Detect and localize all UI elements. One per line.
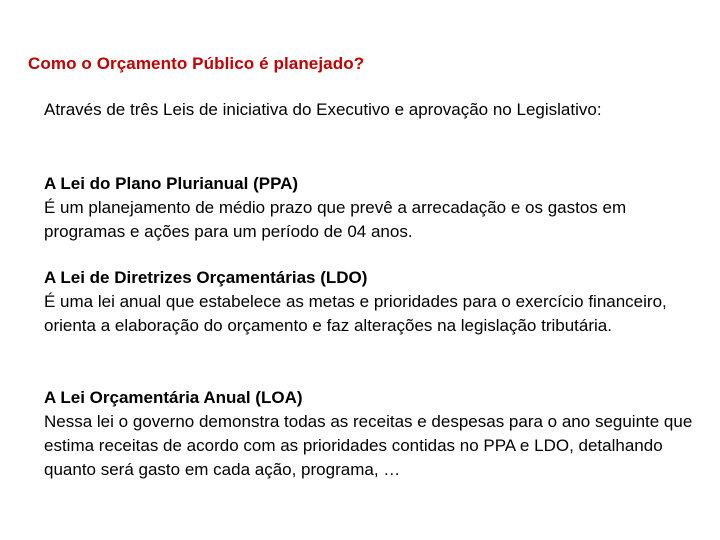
section-loa (44, 386, 694, 482)
intro-paragraph: Através de três Leis de iniciativa do Executivo e aprovação no Legislativo: (44, 100, 602, 119)
section-ldo (44, 266, 694, 338)
section-text: Nessa lei o governo demonstra todas as receitas e despesas para o ano seguinte que estima receitas de acordo com as prioridades contidas no PPA e LDO, detalhando quanto será gasto em cada ação, programa, … (44, 412, 693, 479)
section-heading: A Lei Orçamentária Anual (LOA) (44, 388, 303, 407)
section-text: É um planejamento de médio prazo que prevê a arrecadação e os gastos em programas e ações para um período de 04 anos. (44, 198, 627, 241)
section-heading: A Lei de Diretrizes Orçamentárias (LDO) (44, 268, 368, 287)
slide-title: Como o Orçamento Público é planejado? (28, 54, 365, 73)
section-heading: A Lei do Plano Plurianual (PPA) (44, 174, 299, 193)
section-text: É uma lei anual que estabelece as metas e prioridades para o exercício financeiro, orienta a elaboração do orçamento e faz alterações na legislação tributária. (44, 292, 667, 335)
section-ppa (44, 172, 694, 244)
